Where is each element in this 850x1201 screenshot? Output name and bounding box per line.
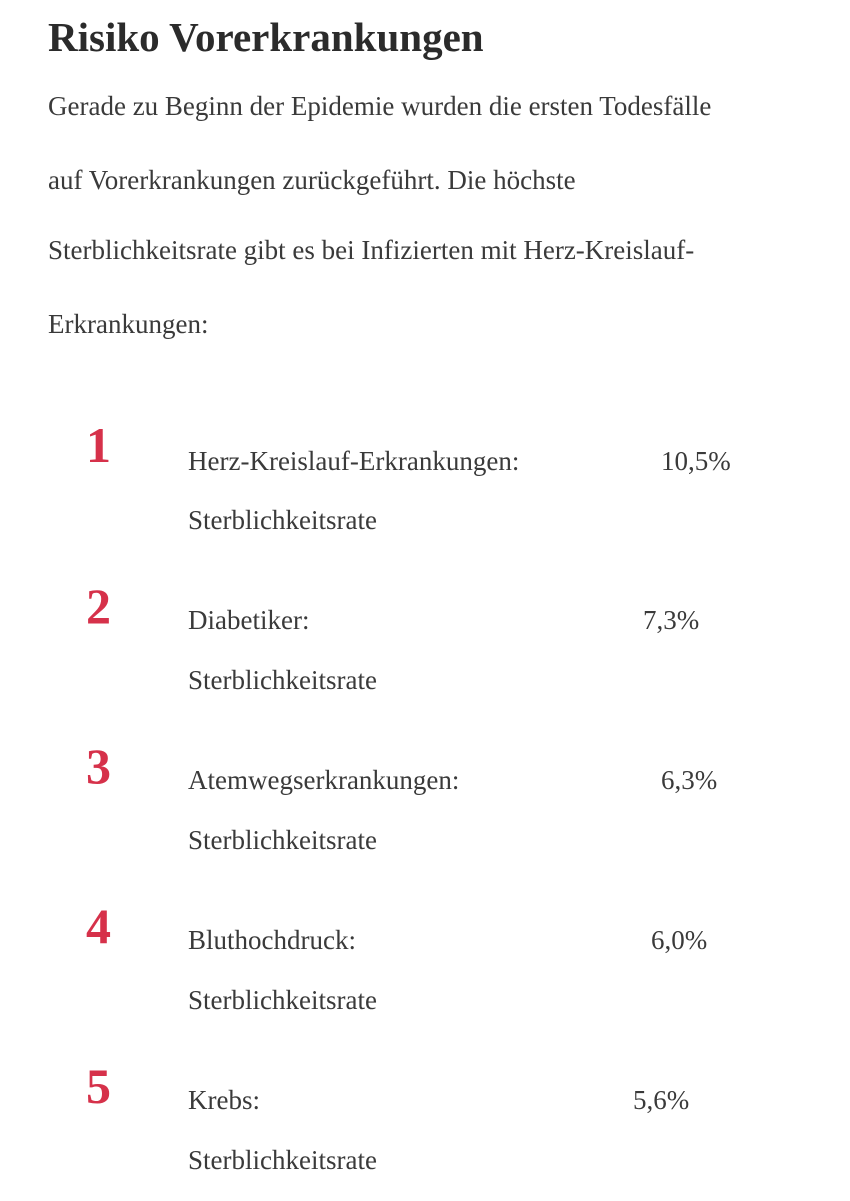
intro-line: Sterblichkeitsrate gibt es bei Infizierten mit Herz-Kreislauf- (48, 235, 695, 265)
condition-label: Bluthochdruck: (188, 925, 356, 955)
intro-line: auf Vorerkrankungen zurückgeführt. Die höchste (48, 165, 576, 195)
rate-value: 10,5% (661, 446, 731, 476)
rate-caption: Sterblichkeitsrate (188, 985, 377, 1015)
rate-value: 6,3% (661, 765, 718, 795)
page-title: Risiko Vorerkrankungen (48, 14, 484, 60)
rank-number: 1 (86, 417, 111, 473)
condition-label: Krebs: (188, 1085, 260, 1115)
rate-caption: Sterblichkeitsrate (188, 505, 377, 535)
condition-label: Diabetiker: (188, 605, 310, 635)
rank-number: 5 (86, 1058, 111, 1114)
rank-number: 3 (86, 738, 111, 794)
rate-value: 7,3% (643, 605, 700, 635)
rank-number: 2 (86, 578, 111, 634)
condition-label: Atemwegserkrankungen: (188, 765, 460, 795)
rate-value: 6,0% (651, 925, 708, 955)
rate-caption: Sterblichkeitsrate (188, 665, 377, 695)
condition-label: Herz-Kreislauf-Erkrankungen: (188, 446, 520, 476)
rate-caption: Sterblichkeitsrate (188, 825, 377, 855)
rank-number: 4 (86, 898, 111, 954)
rate-caption: Sterblichkeitsrate (188, 1145, 377, 1175)
intro-line: Erkrankungen: (48, 309, 209, 339)
intro-line: Gerade zu Beginn der Epidemie wurden die ersten Todesfälle (48, 91, 712, 121)
rate-value: 5,6% (633, 1085, 690, 1115)
